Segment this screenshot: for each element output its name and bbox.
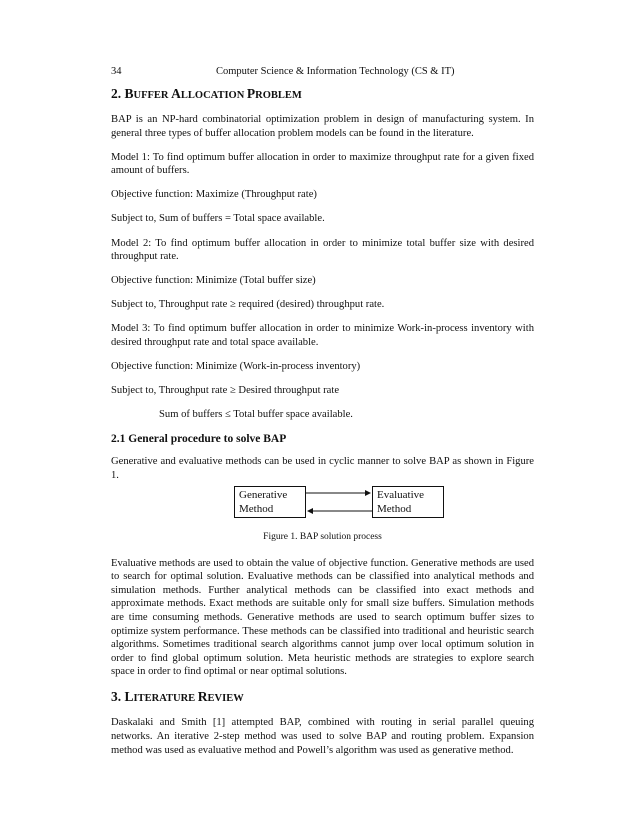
section-3-title-cap: R bbox=[197, 689, 208, 705]
section-2-title-cap: P bbox=[246, 86, 256, 101]
section-2-heading bbox=[111, 86, 534, 104]
figure-1-diagram bbox=[111, 485, 534, 531]
box-label: Method bbox=[377, 502, 412, 515]
figure-arrows bbox=[111, 485, 534, 531]
paragraph: BAP is an NP-hard combinatorial optimization problem in design of manufacturing system. In general three types of buffer allocation problem models can be found in the literature. bbox=[111, 114, 534, 139]
section-3-title-sc: EVIEW bbox=[207, 693, 244, 705]
paragraph: Generative and evaluative methods can be used in cyclic manner to solve BAP as shown in Figure 1. bbox=[111, 456, 534, 481]
box-label: Evaluative bbox=[377, 488, 425, 501]
paragraph: Daskalaki and Smith [1] attempted BAP, combined with routing in serial parallel queuing networks. An iterative 2-step method was used to solve BAP and routing problem. Expansion method was used as evaluative method and Powell’s algorithm was used as generative method. bbox=[111, 717, 534, 756]
figure-caption: Figure 1. BAP solution process bbox=[263, 531, 382, 542]
section-2-title-sc: UFFER bbox=[133, 90, 172, 101]
paragraph: Subject to, Throughput rate ≥ required (desired) throughput rate. bbox=[111, 299, 385, 311]
section-3-heading bbox=[111, 689, 534, 707]
paragraph: Objective function: Minimize (Work-in-process inventory) bbox=[111, 361, 361, 373]
paragraph: Objective function: Maximize (Throughput rate) bbox=[111, 189, 317, 201]
paragraph: Evaluative methods are used to obtain the value of objective function. Generative methods are used to search for optimal solution. Evaluative methods can be classified into analytical methods and simulation methods. Further analytical methods can be classified into exact methods and approximate methods. Exact methods are suitable only for small size buffers. Simulation methods are time consuming methods. Generative methods are used to search optimum buffer sizes to optimize system performance. These methods can be classified into traditional and heuristic search algorithms. Sometimes traditional search algorithms cannot jump over local optimum solution in order to find global optimum solution. Meta heuristic methods are strategies to explore search space in order to find optimal or near optimal solutions. bbox=[111, 557, 534, 678]
paragraph: Sum of buffers ≤ Total buffer space available. bbox=[159, 409, 353, 421]
section-3-number: 3. bbox=[111, 689, 125, 705]
page-body bbox=[111, 86, 534, 768]
paragraph: Subject to, Throughput rate ≥ Desired throughput rate bbox=[111, 385, 340, 397]
section-2-title-sc: LLOCATION bbox=[180, 90, 247, 101]
journal-title: Computer Science & Information Technology (CS & IT) bbox=[216, 66, 455, 77]
paragraph: Model 3: To find optimum buffer allocation in order to minimize Work-in-process inventory with desired throughput rate and total space available. bbox=[111, 323, 534, 349]
box-label: Method bbox=[239, 502, 274, 515]
section-2-number: 2. bbox=[111, 86, 125, 101]
paragraph: Objective function: Minimize (Total buffer size) bbox=[111, 275, 316, 287]
page-number: 34 bbox=[111, 66, 122, 77]
paragraph: Model 2: To find optimum buffer allocation in order to minimize total buffer size with desired throughput rate. bbox=[111, 237, 534, 263]
section-2-title-cap: A bbox=[171, 86, 181, 101]
section-3-title-cap: L bbox=[124, 689, 134, 705]
box-label: Generative bbox=[239, 488, 288, 501]
section-3-title-sc: ITERATURE bbox=[133, 693, 198, 705]
section-2-title-sc: ROBLEM bbox=[255, 90, 302, 101]
section-2-title-cap: B bbox=[124, 86, 134, 101]
paragraph: Model 1: To find optimum buffer allocation in order to maximize throughput rate for a given fixed amount of buffers. bbox=[111, 151, 534, 177]
paragraph: Subject to, Sum of buffers = Total space available. bbox=[111, 213, 325, 225]
subsection-2-1-heading: 2.1 General procedure to solve BAP bbox=[111, 433, 287, 446]
